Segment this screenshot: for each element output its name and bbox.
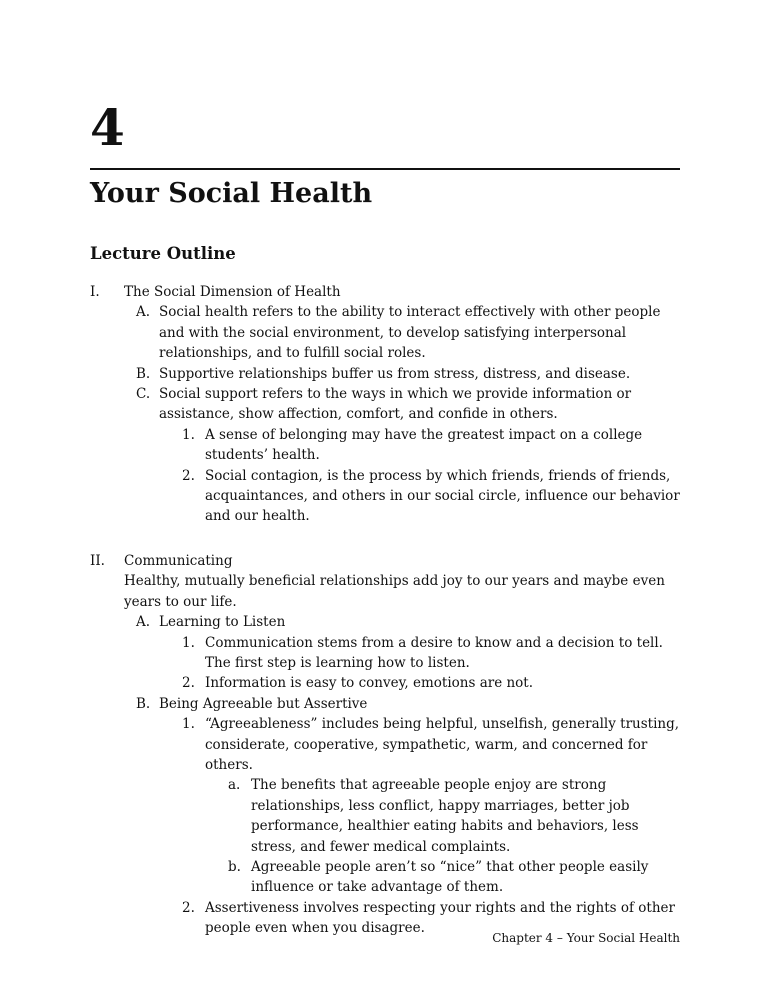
item-marker: C. (136, 386, 151, 403)
page-footer: Chapter 4 – Your Social Health (492, 931, 680, 945)
outline-subitem (182, 466, 680, 527)
section-heading: The Social Dimension of Health (124, 284, 341, 300)
item-marker: b. (228, 858, 241, 875)
outline-item (136, 694, 680, 939)
item-marker: 1. (182, 426, 195, 443)
item-marker: 2. (182, 467, 195, 484)
section-intro: Healthy, mutually beneficial relationships add joy to our years and maybe even years to our life. (124, 573, 665, 610)
outline-subsubitem (228, 857, 680, 898)
item-text: Communication stems from a desire to know and a decision to tell. The first step is learning how to listen. (205, 634, 663, 671)
item-marker: A. (136, 304, 151, 321)
chapter-number: 4 (90, 98, 125, 157)
item-text: A sense of belonging may have the greatest impact on a college students’ health. (205, 426, 643, 464)
item-marker: 1. (182, 634, 195, 651)
outline-subitem (182, 425, 680, 466)
section-heading: Communicating (124, 552, 233, 569)
item-marker: A. (136, 614, 151, 631)
outline-subsubitem (228, 775, 680, 857)
item-text: “Agreeableness” includes being helpful, unselfish, generally trusting, considerate, cooperative, sympathetic, warm, and concerned for others. (205, 716, 680, 773)
section-1 (90, 282, 680, 527)
item-text: Information is easy to convey, emotions are not. (205, 675, 534, 692)
item-text: Social health refers to the ability to interact effectively with other people and with the social environment, to develop satisfying interpersonal relationships, and to fulfill social roles. (159, 304, 661, 362)
item-marker: B. (136, 365, 151, 382)
outline-item (136, 384, 680, 527)
item-text: Agreeable people aren’t so “nice” that other people easily influence or take advantage of them. (251, 858, 649, 896)
outline-subitem (182, 633, 680, 674)
item-marker: 1. (182, 716, 195, 733)
item-marker: 2. (182, 899, 195, 916)
chapter-title: Your Social Health (90, 178, 373, 209)
item-text: Being Agreeable but Assertive (159, 695, 368, 712)
item-text: The benefits that agreeable people enjoy are strong relationships, less conflict, happy marriages, better job performance, healthier eating habits and behaviors, less stress, and fewer medical complaints. (251, 777, 639, 855)
outline-heading: Lecture Outline (90, 244, 236, 263)
title-rule (90, 168, 680, 170)
item-text: Social contagion, is the process by which friends, friends of friends, acquaintances, and others in our social circle, influence our behavior and our health. (205, 467, 680, 525)
outline-item (136, 612, 680, 694)
outline-item (136, 364, 680, 384)
section-number: I. (90, 284, 100, 300)
outline-item (136, 302, 680, 363)
lecture-outline (90, 282, 680, 939)
item-text: Supportive relationships buffer us from stress, distress, and disease. (159, 365, 631, 382)
section-number: II. (90, 552, 105, 569)
item-marker: a. (228, 777, 241, 794)
item-text: Assertiveness involves respecting your rights and the rights of other people even when you disagree. (205, 899, 675, 937)
outline-subitem (182, 714, 680, 898)
section-2 (90, 551, 680, 939)
item-text: Learning to Listen (159, 614, 286, 631)
outline-subitem (182, 673, 680, 693)
item-text: Social support refers to the ways in which we provide information or assistance, show affection, comfort, and confide in others. (159, 386, 632, 423)
item-marker: B. (136, 695, 151, 712)
item-marker: 2. (182, 675, 195, 692)
